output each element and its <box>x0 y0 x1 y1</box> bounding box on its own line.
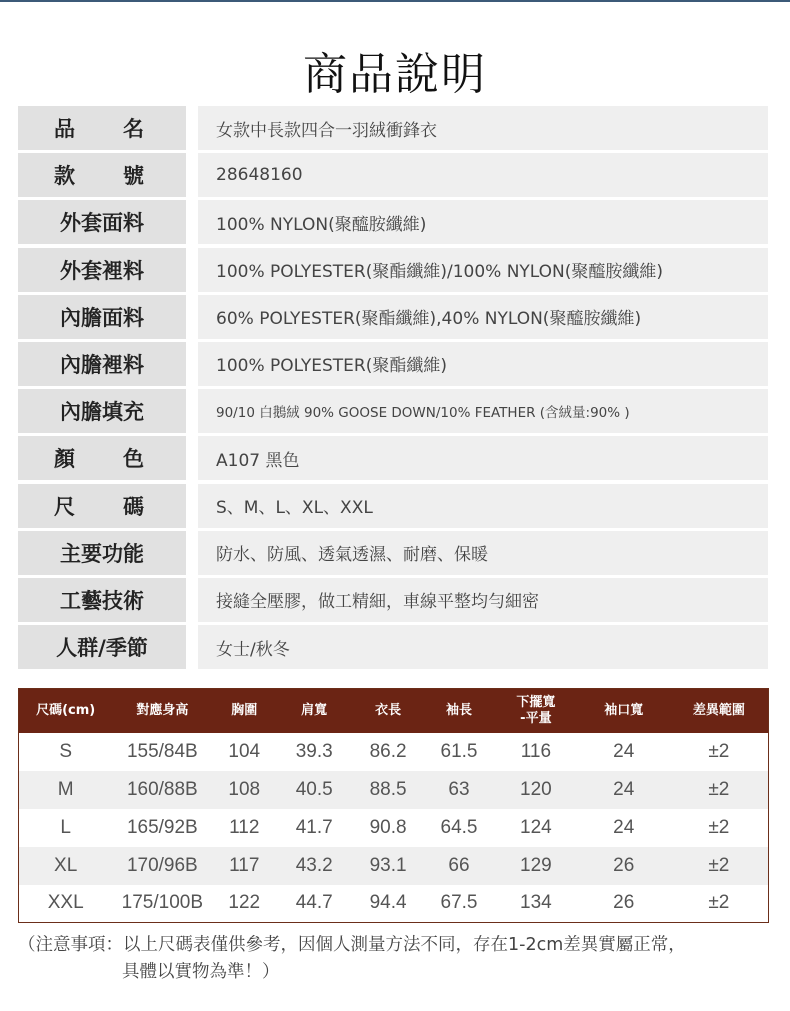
top-divider <box>0 0 790 2</box>
cell: 108 <box>212 771 276 809</box>
cell: 86.2 <box>369 740 407 762</box>
cell: 90.8 <box>369 816 407 838</box>
spec-value: A107 黑色 <box>198 436 768 480</box>
spec-value: 60% POLYESTER(聚酯纖維),40% NYLON(聚醯胺纖維) <box>198 295 768 339</box>
spec-value: 女款中長款四合一羽絨衝鋒衣 <box>198 106 768 150</box>
spec-row <box>18 436 768 480</box>
size-note-line1: （注意事項：以上尺碼表僅供參考，因個人測量方法不同，存在1-2cm差異實屬正常， <box>18 935 686 955</box>
cell: 104 <box>228 740 261 762</box>
header-sleeve: 袖長 <box>424 689 494 733</box>
cell: 93.1 <box>352 847 424 885</box>
cell: ±2 <box>670 847 769 885</box>
cell: 94.4 <box>369 892 407 914</box>
spec-label-char: 顏 <box>54 447 75 472</box>
cell: 88.5 <box>352 771 424 809</box>
cell: 44.7 <box>295 892 333 914</box>
cell: 160/88B <box>112 771 212 809</box>
header-tolerance: 差異範圍 <box>670 689 769 733</box>
spec-label-char: 品 <box>54 117 75 141</box>
cell: 134 <box>520 892 552 914</box>
cell: 165/92B <box>126 816 198 838</box>
header-hem: 下擺寬 -平量 <box>494 689 578 733</box>
spec-list <box>18 106 768 672</box>
spec-label: 外套裡料 <box>18 248 186 292</box>
spec-row <box>18 578 768 622</box>
spec-row <box>18 531 768 575</box>
spec-row <box>18 625 768 669</box>
spec-row <box>18 389 768 433</box>
spec-row <box>18 342 768 386</box>
header-length: 衣長 <box>352 689 424 733</box>
cell: 120 <box>494 771 578 809</box>
header-cuff: 袖口寬 <box>578 689 670 733</box>
spec-value: 防水、防風、透氣透濕、耐磨、保暖 <box>198 531 768 575</box>
cell: 170/96B <box>112 847 212 885</box>
spec-value: S、M、L、XL、XXL <box>198 484 768 528</box>
spec-label-char: 款 <box>54 164 75 189</box>
spec-label-char: 號 <box>123 164 144 189</box>
header-shoulder: 肩寬 <box>276 689 352 733</box>
cell: 24 <box>613 740 635 762</box>
spec-label: 工藝技術 <box>18 578 186 622</box>
spec-value: 接縫全壓膠，做工精細，車線平整均勻細密 <box>198 578 768 622</box>
spec-value: 90/10 白鵝絨 90% GOOSE DOWN/10% FEATHER (含絨量:90% ) <box>198 389 768 433</box>
spec-value: 100% POLYESTER(聚酯纖維)/100% NYLON(聚醯胺纖維) <box>198 248 768 292</box>
table-row <box>19 733 769 771</box>
spec-label-char: 色 <box>123 447 144 472</box>
cell: 26 <box>578 847 670 885</box>
spec-row <box>18 153 768 197</box>
cell: 66 <box>424 847 494 885</box>
cell: 122 <box>228 892 261 914</box>
cell: 41.7 <box>295 816 333 838</box>
cell: 63 <box>424 771 494 809</box>
spec-row <box>18 248 768 292</box>
spec-label: 內膽填充 <box>18 389 186 433</box>
size-table-header <box>19 689 769 733</box>
spec-label-char: 名 <box>123 117 144 141</box>
cell: S <box>59 740 73 762</box>
header-size: 尺碼(cm) <box>19 689 113 733</box>
cell: 129 <box>494 847 578 885</box>
spec-label-char: 尺 <box>54 494 75 519</box>
spec-label: 主要功能 <box>18 531 186 575</box>
spec-row <box>18 484 768 528</box>
header-height: 對應身高 <box>112 689 212 733</box>
spec-label-char: 碼 <box>123 494 144 519</box>
table-row <box>19 885 769 923</box>
cell: 26 <box>613 892 635 914</box>
spec-row <box>18 200 768 244</box>
size-note-line2: 具體以實物為準！） <box>122 962 280 982</box>
cell: 116 <box>520 740 552 762</box>
spec-label <box>18 436 186 480</box>
spec-value: 女士/秋冬 <box>198 625 768 669</box>
spec-row <box>18 106 768 150</box>
spec-value: 28648160 <box>198 153 768 197</box>
cell: ±2 <box>708 816 730 838</box>
cell: 24 <box>613 816 635 838</box>
cell: 175/100B <box>121 892 204 914</box>
table-row <box>19 847 769 885</box>
cell: 124 <box>520 816 552 838</box>
table-row <box>19 771 769 809</box>
spec-label: 內膽面料 <box>18 295 186 339</box>
cell: 155/84B <box>126 740 198 762</box>
cell: XL <box>19 847 113 885</box>
spec-label <box>18 153 186 197</box>
spec-value: 100% NYLON(聚醯胺纖維) <box>198 200 768 244</box>
cell: 24 <box>578 771 670 809</box>
cell: 112 <box>229 816 260 838</box>
cell: 64.5 <box>440 816 478 838</box>
cell: 117 <box>212 847 276 885</box>
spec-label <box>18 106 186 150</box>
cell: 43.2 <box>276 847 352 885</box>
size-table <box>18 688 769 923</box>
page-title: 商品說明 <box>303 49 487 100</box>
header-chest: 胸圍 <box>212 689 276 733</box>
spec-row <box>18 295 768 339</box>
cell: ±2 <box>670 771 769 809</box>
cell: M <box>19 771 113 809</box>
table-row <box>19 809 769 847</box>
cell: ±2 <box>708 740 730 762</box>
size-note <box>18 932 778 986</box>
spec-label: 內膽裡料 <box>18 342 186 386</box>
spec-label <box>18 484 186 528</box>
cell: 39.3 <box>295 740 333 762</box>
spec-value: 100% POLYESTER(聚酯纖維) <box>198 342 768 386</box>
cell: 61.5 <box>440 740 478 762</box>
cell: ±2 <box>708 892 730 914</box>
spec-label: 外套面料 <box>18 200 186 244</box>
cell: L <box>60 816 71 838</box>
cell: XXL <box>47 892 84 914</box>
cell: 40.5 <box>276 771 352 809</box>
spec-label: 人群/季節 <box>18 625 186 669</box>
cell: 67.5 <box>440 892 478 914</box>
